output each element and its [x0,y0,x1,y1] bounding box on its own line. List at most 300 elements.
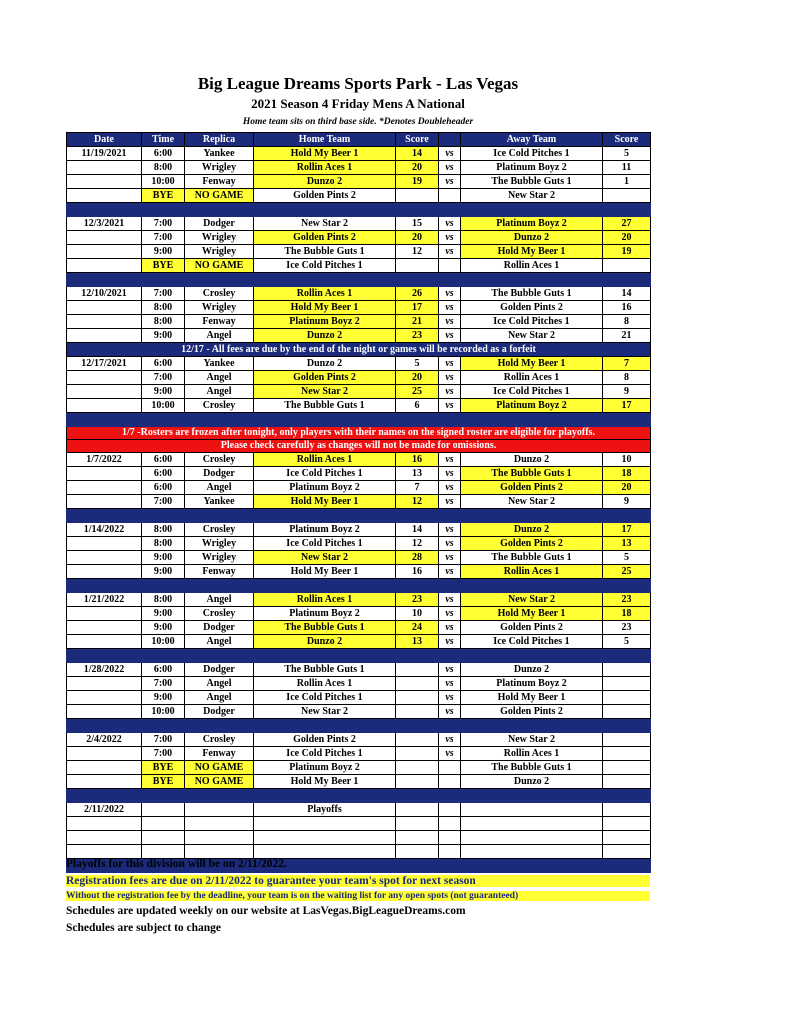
col-home-team: Home Team [254,133,396,147]
schedule-table [66,132,651,873]
game-field: Wrigley [185,161,254,175]
game-field [185,845,254,859]
game-row [67,231,651,245]
col-replica: Replica [185,133,254,147]
game-row [67,175,651,189]
home-score: 21 [396,315,439,329]
game-date [67,761,142,775]
home-team: Platinum Boyz 2 [254,481,396,495]
game-row [67,621,651,635]
game-date [67,775,142,789]
separator-cell [67,203,651,217]
week-separator [67,413,651,427]
home-team: Hold My Beer 1 [254,147,396,161]
game-time [142,803,185,817]
home-score: 12 [396,245,439,259]
home-team: Platinum Boyz 2 [254,523,396,537]
home-score [396,677,439,691]
home-team: Ice Cold Pitches 1 [254,467,396,481]
home-score: 13 [396,635,439,649]
home-team: New Star 2 [254,551,396,565]
away-score: 5 [603,147,651,161]
vs-label [439,775,461,789]
away-score [603,845,651,859]
home-score [396,259,439,273]
game-time: BYE [142,775,185,789]
game-date [67,831,142,845]
vs-label [439,817,461,831]
home-team: Rollin Aces 1 [254,593,396,607]
vs-label: vs [439,593,461,607]
game-date [67,565,142,579]
game-date [67,259,142,273]
away-score: 20 [603,481,651,495]
away-score: 7 [603,357,651,371]
game-time: 10:00 [142,399,185,413]
away-team [461,817,603,831]
away-team: Hold My Beer 1 [461,357,603,371]
away-team: New Star 2 [461,495,603,509]
game-row [67,495,651,509]
home-score: 19 [396,175,439,189]
away-team: Ice Cold Pitches 1 [461,635,603,649]
game-date [67,467,142,481]
away-team: Dunzo 2 [461,663,603,677]
vs-label: vs [439,635,461,649]
game-row [67,593,651,607]
away-score: 18 [603,467,651,481]
game-date: 11/19/2021 [67,147,142,161]
home-score: 20 [396,371,439,385]
game-date: 1/7/2022 [67,453,142,467]
game-row [67,677,651,691]
home-score: 17 [396,301,439,315]
home-score: 10 [396,607,439,621]
game-field: Yankee [185,357,254,371]
away-score: 17 [603,523,651,537]
game-time: 8:00 [142,593,185,607]
vs-label [439,845,461,859]
away-team: Golden Pints 2 [461,621,603,635]
away-score: 10 [603,453,651,467]
game-row [67,565,651,579]
game-row [67,747,651,761]
away-team: Dunzo 2 [461,523,603,537]
week-separator [67,649,651,663]
home-score: 7 [396,481,439,495]
game-time [142,831,185,845]
game-date [67,189,142,203]
game-row [67,189,651,203]
change-note: Schedules are subject to change [66,922,222,934]
vs-label: vs [439,453,461,467]
game-field: Angel [185,371,254,385]
game-time: 9:00 [142,607,185,621]
game-row [67,315,651,329]
game-date [67,329,142,343]
game-row [67,467,651,481]
game-field: Crosley [185,733,254,747]
home-team: Rollin Aces 1 [254,677,396,691]
roster-alert-row [67,427,651,440]
game-time: 9:00 [142,551,185,565]
away-team [461,803,603,817]
vs-label: vs [439,747,461,761]
game-time: 7:00 [142,287,185,301]
game-row [67,371,651,385]
game-date [67,691,142,705]
game-field: Yankee [185,495,254,509]
game-date [67,231,142,245]
game-time: 6:00 [142,663,185,677]
home-team: Rollin Aces 1 [254,287,396,301]
game-date: 1/28/2022 [67,663,142,677]
game-time: 8:00 [142,315,185,329]
home-score: 16 [396,565,439,579]
fee-notice: 12/17 - All fees are due by the end of the night or games will be recorded as a forfeit [67,343,651,357]
away-score: 27 [603,217,651,231]
home-score: 25 [396,385,439,399]
notice-row [67,343,651,357]
game-date [67,635,142,649]
game-date: 1/21/2022 [67,593,142,607]
game-time: 7:00 [142,677,185,691]
away-team: Golden Pints 2 [461,705,603,719]
game-row [67,607,651,621]
away-team: The Bubble Guts 1 [461,761,603,775]
game-date [67,845,142,859]
home-team: New Star 2 [254,385,396,399]
away-team: The Bubble Guts 1 [461,467,603,481]
vs-label: vs [439,231,461,245]
home-team [254,845,396,859]
game-row [67,161,651,175]
game-date: 12/10/2021 [67,287,142,301]
game-field: Dodger [185,663,254,677]
away-team: Rollin Aces 1 [461,371,603,385]
game-field: Angel [185,385,254,399]
game-date [67,705,142,719]
vs-label: vs [439,329,461,343]
home-team [254,831,396,845]
home-score [396,817,439,831]
home-score: 26 [396,287,439,301]
game-time: 8:00 [142,301,185,315]
away-team: Golden Pints 2 [461,481,603,495]
away-team: Hold My Beer 1 [461,691,603,705]
vs-label: vs [439,217,461,231]
vs-label: vs [439,357,461,371]
home-score [396,691,439,705]
home-score [396,803,439,817]
col-time: Time [142,133,185,147]
game-date [67,621,142,635]
away-team: Ice Cold Pitches 1 [461,147,603,161]
game-field: Dodger [185,217,254,231]
playoffs-note: Playoffs for this division will be on 2/11/2022. [66,858,287,870]
game-row [67,845,651,859]
game-time: 10:00 [142,175,185,189]
game-field: Crosley [185,399,254,413]
away-team: Rollin Aces 1 [461,565,603,579]
vs-label: vs [439,621,461,635]
registration-note: Registration fees are due on 2/11/2022 to guarantee your team's spot for next season [66,875,650,887]
game-date [67,315,142,329]
game-time: 7:00 [142,231,185,245]
away-score [603,677,651,691]
away-score: 23 [603,593,651,607]
game-field: Wrigley [185,551,254,565]
week-separator [67,509,651,523]
game-row [67,329,651,343]
away-score: 5 [603,551,651,565]
vs-label: vs [439,677,461,691]
home-score [396,705,439,719]
vs-label: vs [439,733,461,747]
away-score: 5 [603,635,651,649]
away-score: 14 [603,287,651,301]
home-score: 24 [396,621,439,635]
vs-label [439,189,461,203]
home-team: Platinum Boyz 2 [254,607,396,621]
game-date: 12/17/2021 [67,357,142,371]
game-field: NO GAME [185,775,254,789]
game-date: 1/14/2022 [67,523,142,537]
away-score: 19 [603,245,651,259]
game-field: Angel [185,677,254,691]
game-date [67,385,142,399]
vs-label: vs [439,523,461,537]
home-team: New Star 2 [254,217,396,231]
away-team: New Star 2 [461,329,603,343]
vs-label: vs [439,705,461,719]
game-time: 6:00 [142,453,185,467]
game-row [67,803,651,817]
away-team: New Star 2 [461,189,603,203]
game-time: 6:00 [142,467,185,481]
vs-label: vs [439,663,461,677]
home-team: The Bubble Guts 1 [254,621,396,635]
away-score: 17 [603,399,651,413]
game-field: Angel [185,691,254,705]
game-time: 9:00 [142,385,185,399]
game-date [67,551,142,565]
game-time: BYE [142,761,185,775]
game-field: Fenway [185,175,254,189]
game-time: 9:00 [142,329,185,343]
home-team: Rollin Aces 1 [254,161,396,175]
home-team: Ice Cold Pitches 1 [254,747,396,761]
game-date [67,175,142,189]
waiting-list-note: Without the registration fee by the deadline, your team is on the waiting list for any open spots (not guaranteed) [66,891,650,901]
vs-label [439,803,461,817]
vs-label: vs [439,315,461,329]
away-score [603,705,651,719]
home-team: Dunzo 2 [254,329,396,343]
game-field: Dodger [185,467,254,481]
game-row [67,385,651,399]
away-score [603,259,651,273]
website-note: Schedules are updated weekly on our website at LasVegas.BigLeagueDreams.com [66,905,466,917]
away-score [603,663,651,677]
game-field: Dodger [185,705,254,719]
home-team: New Star 2 [254,705,396,719]
away-team: Ice Cold Pitches 1 [461,385,603,399]
away-team: Ice Cold Pitches 1 [461,315,603,329]
away-team: Platinum Boyz 2 [461,399,603,413]
game-date [67,371,142,385]
roster-alert: 1/7 -Rosters are frozen after tonight, only players with their names on the signed roster are eligible for playoffs. [67,427,651,440]
col-date: Date [67,133,142,147]
home-score [396,845,439,859]
game-field: Angel [185,481,254,495]
game-time: 7:00 [142,217,185,231]
vs-label: vs [439,161,461,175]
separator-cell [67,649,651,663]
game-row [67,481,651,495]
game-time: BYE [142,259,185,273]
col-away-score: Score [603,133,651,147]
vs-label: vs [439,495,461,509]
game-field [185,817,254,831]
separator-cell [67,719,651,733]
away-score: 20 [603,231,651,245]
game-row [67,537,651,551]
home-score [396,747,439,761]
game-row [67,399,651,413]
home-team: The Bubble Guts 1 [254,399,396,413]
home-score: 6 [396,399,439,413]
roster-alert: Please check carefully as changes will not be made for omissions. [67,440,651,453]
game-field [185,831,254,845]
away-score: 23 [603,621,651,635]
game-date: 2/11/2022 [67,803,142,817]
away-score [603,761,651,775]
vs-label: vs [439,385,461,399]
home-team: Hold My Beer 1 [254,495,396,509]
away-team: Platinum Boyz 2 [461,217,603,231]
game-field: Crosley [185,523,254,537]
game-row [67,453,651,467]
vs-label: vs [439,175,461,189]
game-date [67,301,142,315]
vs-label: vs [439,537,461,551]
game-time: 6:00 [142,357,185,371]
vs-label: vs [439,301,461,315]
game-time: 9:00 [142,565,185,579]
home-score: 12 [396,495,439,509]
game-time [142,845,185,859]
game-row [67,523,651,537]
game-field: Fenway [185,315,254,329]
game-time: 9:00 [142,245,185,259]
game-row [67,733,651,747]
game-time: 7:00 [142,747,185,761]
vs-label: vs [439,565,461,579]
game-row [67,635,651,649]
away-team: Hold My Beer 1 [461,607,603,621]
game-row [67,551,651,565]
away-score: 18 [603,607,651,621]
game-row [67,301,651,315]
home-score: 20 [396,231,439,245]
game-time: 6:00 [142,481,185,495]
away-team: Golden Pints 2 [461,537,603,551]
game-time: 7:00 [142,733,185,747]
game-field: NO GAME [185,761,254,775]
game-field: Fenway [185,565,254,579]
game-time: 8:00 [142,161,185,175]
week-separator [67,719,651,733]
week-separator [67,203,651,217]
game-date [67,747,142,761]
game-date: 12/3/2021 [67,217,142,231]
away-score: 21 [603,329,651,343]
game-field: Crosley [185,607,254,621]
away-team: Platinum Boyz 2 [461,677,603,691]
game-time: 8:00 [142,537,185,551]
away-team: The Bubble Guts 1 [461,551,603,565]
home-team: Dunzo 2 [254,635,396,649]
vs-label: vs [439,467,461,481]
game-time [142,817,185,831]
game-field: Wrigley [185,231,254,245]
away-score [603,803,651,817]
away-score: 9 [603,495,651,509]
game-time: 7:00 [142,371,185,385]
away-team: Golden Pints 2 [461,301,603,315]
game-row [67,217,651,231]
home-score [396,663,439,677]
game-time: 7:00 [142,495,185,509]
vs-label: vs [439,607,461,621]
home-team-note: Home team sits on third base side. *Denotes Doubleheader [242,117,474,127]
home-team: Ice Cold Pitches 1 [254,537,396,551]
separator-cell [67,509,651,523]
home-score: 13 [396,467,439,481]
game-field: Crosley [185,453,254,467]
col-home-score: Score [396,133,439,147]
home-team: Ice Cold Pitches 1 [254,691,396,705]
away-score [603,817,651,831]
home-score: 16 [396,453,439,467]
home-team: Dunzo 2 [254,357,396,371]
vs-label: vs [439,245,461,259]
home-score: 12 [396,537,439,551]
home-score [396,775,439,789]
game-time: BYE [142,189,185,203]
home-team: The Bubble Guts 1 [254,663,396,677]
away-team [461,845,603,859]
separator-cell [67,273,651,287]
page-subtitle: 2021 Season 4 Friday Mens A National [251,96,465,111]
away-team: Rollin Aces 1 [461,747,603,761]
vs-label: vs [439,481,461,495]
game-field [185,803,254,817]
vs-label [439,259,461,273]
home-team: Golden Pints 2 [254,189,396,203]
away-team [461,831,603,845]
away-score [603,747,651,761]
game-time: 6:00 [142,147,185,161]
game-row [67,705,651,719]
vs-label [439,831,461,845]
home-team: Golden Pints 2 [254,733,396,747]
game-field: Angel [185,329,254,343]
game-date [67,537,142,551]
away-team: Platinum Boyz 2 [461,161,603,175]
game-time: 9:00 [142,691,185,705]
